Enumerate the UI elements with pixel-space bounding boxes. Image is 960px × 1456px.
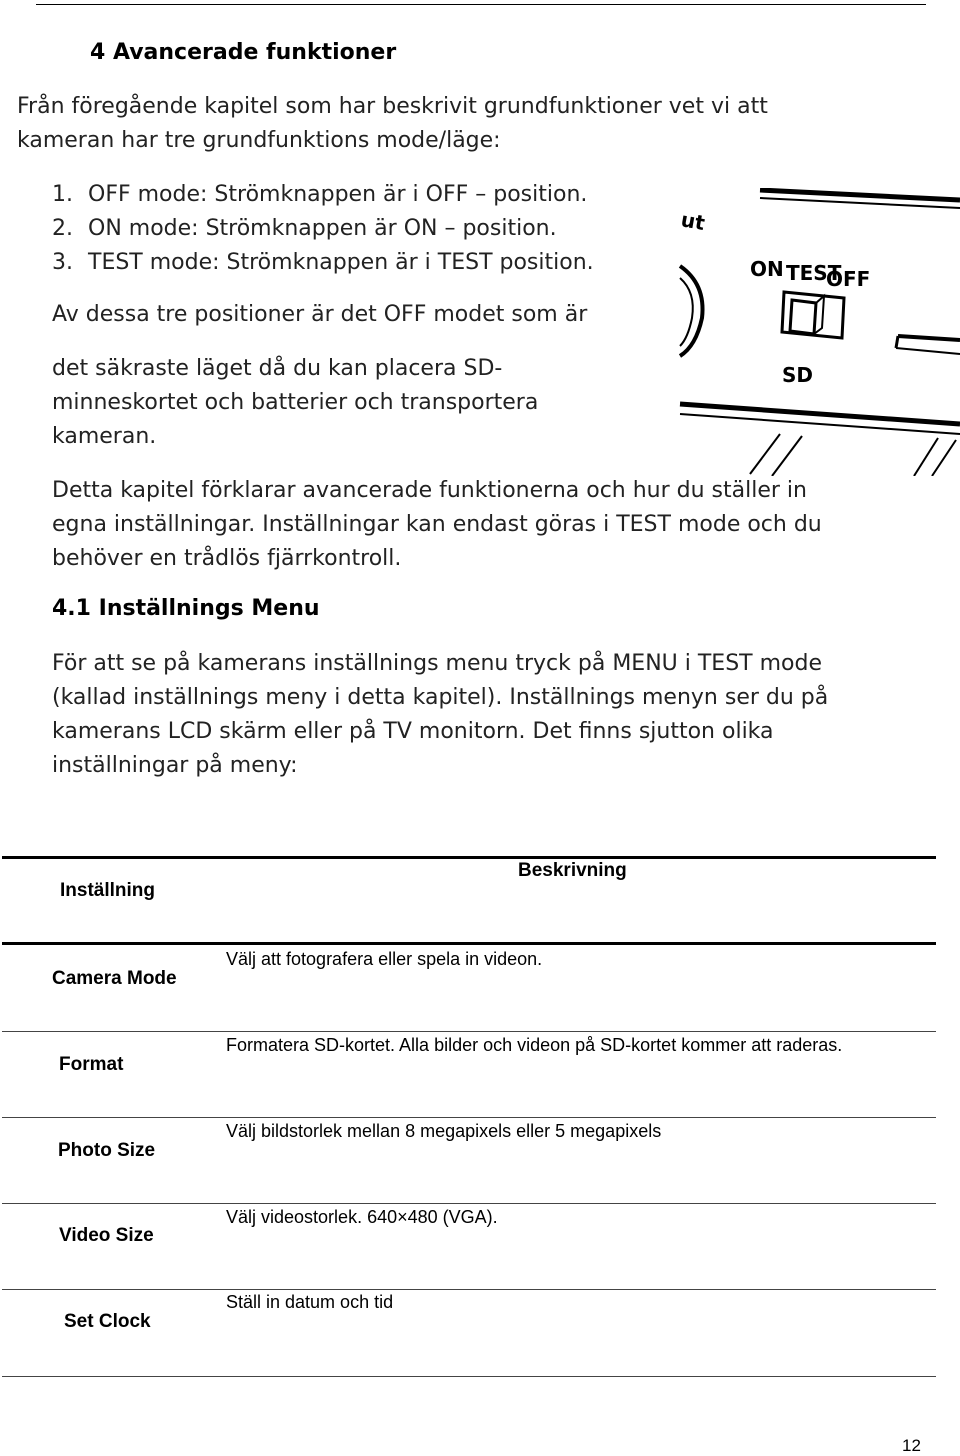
switch-knob (790, 300, 816, 334)
mode-item: 2. ON mode: Strömknappen är ON – position. (52, 216, 557, 241)
mode-item: 1. OFF mode: Strömknappen är i OFF – position. (52, 182, 588, 207)
mode-list (52, 178, 594, 280)
intro-line: Från föregående kapitel som har beskrivit grundfunktioner vet vi att (17, 94, 768, 119)
chapter-note-paragraph: Detta kapitel förklarar avancerade funktionerna och hur du ställer in egna inställningar. Inställningar kan endast göras i TEST mode och du behöver en trådlös fjärrkontroll. (52, 478, 822, 571)
header-setting: Inställning (60, 880, 155, 901)
section-heading: 4.1 Inställnings Menu (52, 596, 320, 621)
test-label: TEST (786, 261, 842, 285)
header-description: Beskrivning (518, 860, 627, 881)
mode-item: 3. TEST mode: Strömknappen är i TEST position. (52, 250, 594, 275)
intro-line: kameran har tre grundfunktions mode/läge: (17, 128, 501, 153)
camera-switch-illustration (676, 188, 960, 476)
page-number: 12 (902, 1436, 921, 1455)
sd-label: SD (782, 363, 814, 387)
off-note-paragraph: det säkraste läget då du kan placera SD- minneskortet och batterier och transportera kameran. (52, 356, 539, 449)
off-label: OFF (826, 267, 871, 291)
section-paragraph: För att se på kamerans inställnings menu tryck på MENU i TEST mode (kallad inställnings meny i detta kapitel). Inställnings menyn ser du på kamerans LCD skärm eller på TV monitorn. Det finns sjutton olika inställningar på meny: (52, 651, 829, 778)
off-note-line: Av dessa tre positioner är det OFF modet som är (52, 302, 588, 327)
header-rule (36, 4, 926, 5)
chapter-title: 4 Avancerade funktioner (90, 40, 397, 65)
table-top-rule (2, 856, 936, 859)
on-label: ON (750, 257, 784, 281)
intro-paragraph (17, 90, 768, 158)
table-header-rule (2, 942, 936, 945)
out-label: ut (679, 207, 707, 236)
